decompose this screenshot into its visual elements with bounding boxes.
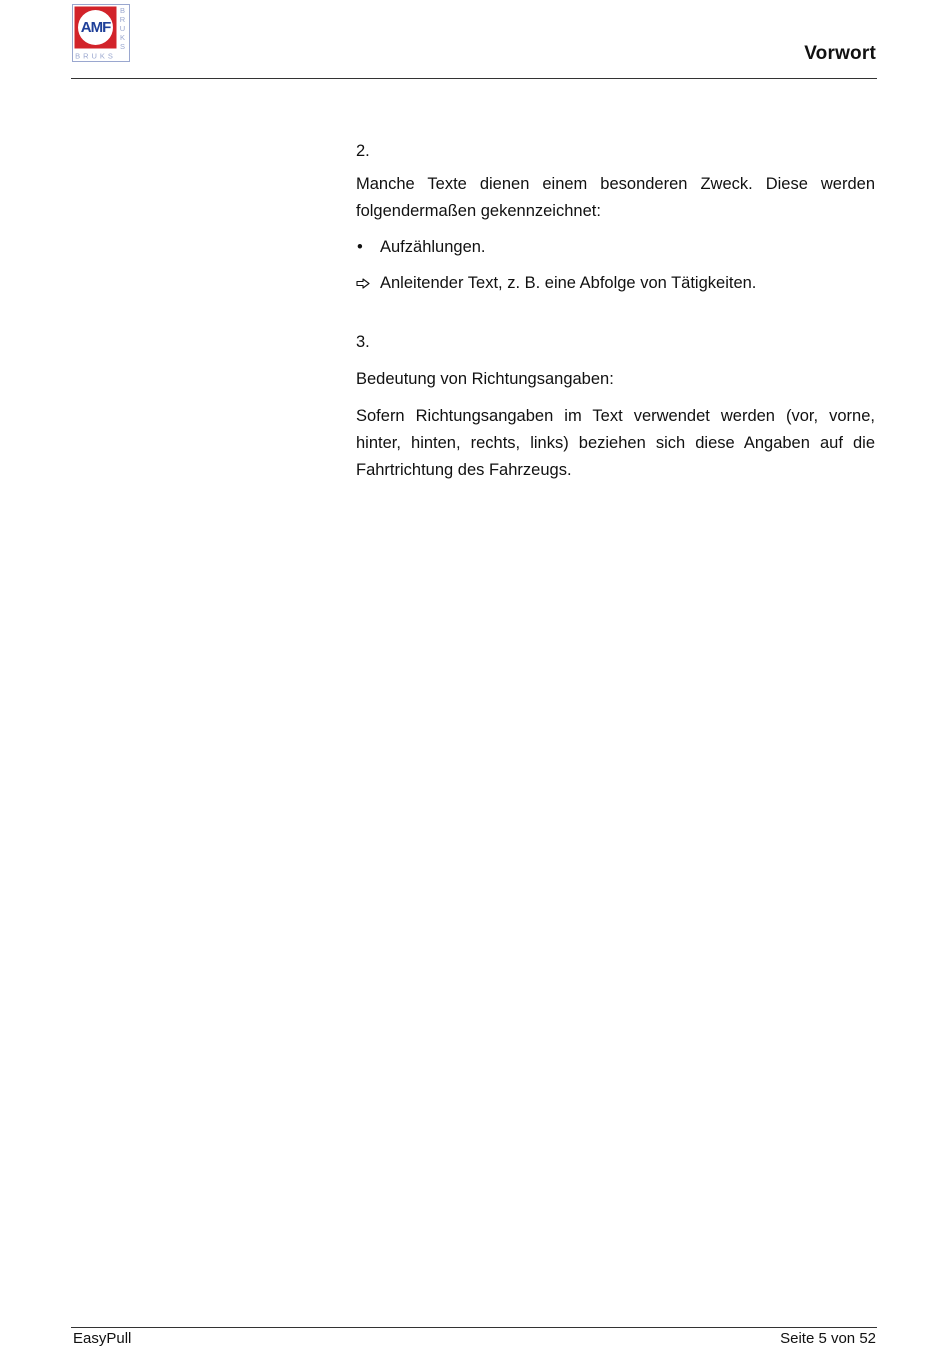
main-content bbox=[356, 138, 875, 484]
section-3-heading: Bedeutung von Richtungsangaben: bbox=[356, 370, 614, 388]
footer-product: EasyPull bbox=[73, 1330, 132, 1347]
bullet-icon: • bbox=[357, 238, 363, 256]
section-3-paragraph: Sofern Richtungsangaben im Text verwendet werden (vor, vorne, hinter, hinten, rechts, links) beziehen sich diese Angaben auf die Fahrtrichtung des Fahrzeugs. bbox=[356, 407, 875, 479]
logo-side-text: B R U K S bbox=[119, 6, 126, 51]
list-item-instruction bbox=[356, 270, 875, 297]
page-title: Vorwort bbox=[804, 43, 876, 64]
list-item-text: Aufzählungen. bbox=[380, 238, 486, 256]
list-item-text: Anleitender Text, z. B. eine Abfolge von Tätigkeiten. bbox=[380, 274, 757, 292]
logo-main-text: AMF bbox=[80, 19, 111, 36]
arrow-right-outline-icon bbox=[356, 278, 370, 289]
logo-bottom-text: BRUKS bbox=[75, 51, 116, 61]
footer-page-number: Seite 5 von 52 bbox=[780, 1330, 876, 1347]
list-item-bullet bbox=[356, 234, 875, 261]
section-number-3: 3. bbox=[356, 333, 370, 351]
header-divider bbox=[71, 78, 877, 79]
footer-divider bbox=[71, 1327, 877, 1328]
amf-bruks-logo bbox=[72, 4, 130, 62]
section-number-2: 2. bbox=[356, 142, 370, 160]
section-2-intro: Manche Texte dienen einem besonderen Zweck. Diese werden folgendermaßen gekennzeichnet: bbox=[356, 175, 875, 220]
